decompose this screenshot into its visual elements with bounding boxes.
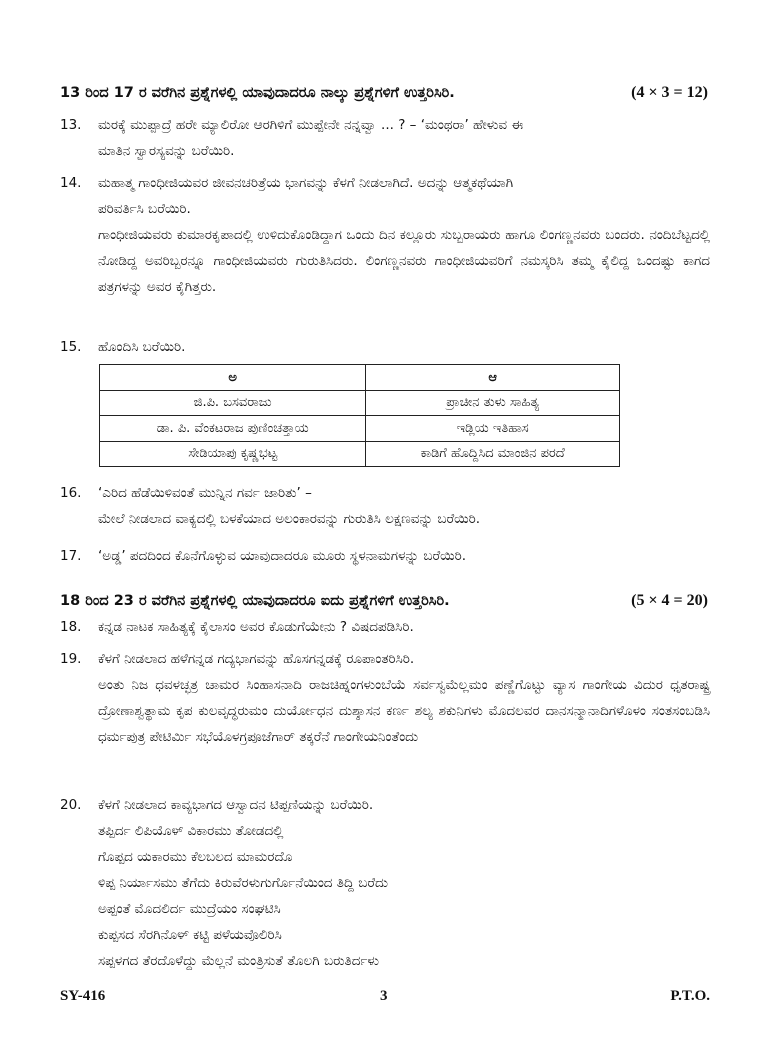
table-cell: ಸೇಡಿಯಾಪು ಕೃಷ್ಣಭಟ್ಟ xyxy=(100,441,366,467)
question-text: ‘ಎರಿದ ಹೆಡೆಯಿಳಿವಂತೆ ಮುನ್ನಿನ ಗರ್ವ ಜಾರಿತು’ – xyxy=(98,485,312,501)
question-number: 20. xyxy=(60,797,82,813)
question-text: ಕೆಳಗೆ ನೀಡಲಾದ ಹಳೆಗನ್ನಡ ಗದ್ಯಭಾಗವನ್ನು ಹೊಸಗನ್ನಡಕ್ಕೆ ರೂಪಾಂತರಿಸಿರಿ. xyxy=(98,651,415,667)
question-number: 16. xyxy=(60,485,82,501)
question-number: 19. xyxy=(60,651,82,667)
question-text: ಮಹಾತ್ಮ ಗಾಂಧೀಜಿಯವರ ಜೀವನಚರಿತ್ರೆಯ ಭಾಗವನ್ನು ಕೆಳಗೆ ನೀಡಲಾಗಿದೆ. ಅದನ್ನು ಆತ್ಮಕಥೆಯಾಗಿ xyxy=(98,175,514,191)
question-18 xyxy=(60,614,710,640)
question-number: 15. xyxy=(60,339,82,355)
question-text: ಕೆಳಗೆ ನೀಡಲಾದ ಕಾವ್ಯಭಾಗದ ಆಸ್ವಾದನ ಟಿಪ್ಪಣಿಯನ್ನು ಬರೆಯಿರಿ. xyxy=(98,797,374,813)
poem-line: ಗೊಪ್ಪದ ಯಕಾರಮು ಕೆಲಬಲದ ಮಾಮರದೊ xyxy=(98,849,293,865)
column-a-header: ಅ xyxy=(100,365,366,391)
table-row xyxy=(100,441,620,467)
question-14 xyxy=(60,170,710,300)
table-cell: ಡಾ. ಪಿ. ವೆಂಕಟರಾಜ ಪುಣಿಂಚತ್ತಾಯ xyxy=(100,416,366,442)
section-b-instruction: 18 ರಿಂದ 23 ರ ವರೆಗಿನ ಪ್ರಶ್ನೆಗಳಲ್ಲಿ ಯಾವುದಾದರೂ ಐದು ಪ್ರಶ್ನೆಗಳಿಗೆ ಉತ್ತರಿಸಿರಿ. xyxy=(60,593,450,609)
table-cell: ಕಾಡಿಗೆ ಹೊದ್ದಿಸಿದ ಮಾಂಜಿನ ಪರದೆ xyxy=(366,441,620,467)
section-b-marks: (5 × 4 = 20) xyxy=(631,592,708,609)
question-number: 17. xyxy=(60,548,82,564)
section-a-instruction: 13 ರಿಂದ 17 ರ ವರೆಗಿನ ಪ್ರಶ್ನೆಗಳಲ್ಲಿ ಯಾವುದಾದರೂ ನಾಲ್ಕು ಪ್ರಶ್ನೆಗಳಿಗೆ ಉತ್ತರಿಸಿರಿ. xyxy=(60,85,455,101)
question-number: 14. xyxy=(60,175,82,191)
poem-line: ತಪ್ಪಿರ್ದ ಲಿಪಿಯೊಳ್ ವಿಕಾರಮು ತೋಡದಲ್ಲಿ xyxy=(98,823,284,839)
question-text: ಮೇಲೆ ನೀಡಲಾದ ವಾಕ್ಯದಲ್ಲಿ ಬಳಕೆಯಾದ ಅಲಂಕಾರವನ್ನು ಗುರುತಿಸಿ ಲಕ್ಷಣವನ್ನು ಬರೆಯಿರಿ. xyxy=(98,511,481,527)
poem-line: ಅಪ್ಪಂತೆ ಮೊದಲಿರ್ದ ಮುದ್ರೆಯಂ ಸಂಘಟಿಸಿ xyxy=(98,901,281,917)
question-text: ಹೊಂದಿಸಿ ಬರೆಯಿರಿ. xyxy=(98,339,186,355)
question-19 xyxy=(60,646,710,750)
question-17 xyxy=(60,543,710,569)
poem-line: ಳಿಪ್ಪ ನಿರ್ಯಾಸಮು ತೆಗೆದು ಕಿರುವೆರಳುಗುರ್ಗೊನೆಯಿಂದ ತಿದ್ದಿ ಬರೆದು xyxy=(98,875,389,891)
table-row xyxy=(100,390,620,416)
question-text: ಮಾತಿನ ಸ್ವಾರಸ್ಯವನ್ನು ಬರೆಯಿರಿ. xyxy=(98,143,235,159)
section-a-heading xyxy=(60,84,708,102)
question-text: ಪರಿವರ್ತಿಸಿ ಬರೆಯಿರಿ. xyxy=(98,201,191,217)
passage: ಅಂತು ನಿಜ ಧವಳಚ್ಛತ್ರ ಚಾಮರ ಸಿಂಹಾಸನಾದಿ ರಾಜಚಿಹ್ನಂಗಳುಂಬೆಯೆ ಸರ್ವಸ್ವಮೆಲ್ಲಮಂ ಪಣ್ಣೆಗೊಟ್ಟು ವ್ಯಾಸ ಗಾಂಗೇಯ ವಿದುರ ಧೃತರಾಷ್ಟ್ರ ದ್ರೋಣಾಶ್ವತ್ಥಾಮ ಕೃಪ ಕುಲವೃದ್ಧರುಮಂ ದುರ್ಯೋಧನ ದುಶ್ಶಾಸನ ಕರ್ಣ ಶಲ್ಯ ಶಕುನಿಗಳು ಮೊದಲವರ ದಾನಸನ್ಮಾನಾದಿಗಳೊಳಂ ಸಂತಸಂಬಡಿಸಿ ಧರ್ಮಪುತ್ರ ಪೇಟಿರ್ಮಿ ಸಭೆಯೊಳಗ್ರಪೂಜೆಗಾರ್ ತಕ್ಕರೆನೆ ಗಾಂಗೇಯನಿಂತೆಂದು xyxy=(98,677,710,745)
page-footer xyxy=(60,988,710,1008)
poem xyxy=(98,818,710,974)
table-cell: ಪ್ರಾಚೀನ ತುಳು ಸಾಹಿತ್ಯ xyxy=(366,390,620,416)
column-b-header: ಆ xyxy=(366,365,620,391)
match-table xyxy=(99,364,620,467)
table-header-row xyxy=(100,365,620,391)
question-13 xyxy=(60,112,710,164)
section-a-marks: (4 × 3 = 12) xyxy=(631,84,708,101)
page-number: 3 xyxy=(380,988,388,1004)
question-number: 18. xyxy=(60,619,82,635)
question-15 xyxy=(60,334,710,360)
table-row xyxy=(100,416,620,442)
section-b-heading xyxy=(60,592,708,610)
poem-line: ಕುಪ್ಪಸದ ಸೆರಗಿನೊಳ್ ಕಟ್ಟಿ ಪಳೆಯವೊಲಿರಿಸಿ xyxy=(98,927,282,943)
poem-line: ಸಪ್ಪಳಗದ ತೆರದೊಳೆದ್ದು ಮೆಲ್ಲನೆ ಮಂತ್ರಿಸುತೆ ತೊಲಗಿ ಬರುತಿರ್ದಳು xyxy=(98,953,380,969)
table-cell: ಜಿ.ಪಿ. ಬಸವರಾಜು xyxy=(100,390,366,416)
question-16 xyxy=(60,480,710,532)
table-cell: ಇಡ್ಲಿಯ ಇತಿಹಾಸ xyxy=(366,416,620,442)
please-turn-over: P.T.O. xyxy=(670,988,710,1004)
question-text: ‘ಅಡ್ಡ’ ಪದದಿಂದ ಕೊನೆಗೊಳ್ಳುವ ಯಾವುದಾದರೂ ಮೂರು ಸ್ಥಳನಾಮಗಳನ್ನು ಬರೆಯಿರಿ. xyxy=(98,548,467,564)
paper-code: SY-416 xyxy=(60,988,106,1004)
passage: ಗಾಂಧೀಜಿಯವರು ಕುಮಾರಕೃಪಾದಲ್ಲಿ ಉಳಿದುಕೊಂಡಿದ್ದಾಗ ಒಂದು ದಿನ ಕಲ್ಲೂರು ಸುಬ್ಬರಾಯರು ಹಾಗೂ ಲಿಂಗಣ್ಣನವರು ಬಂದರು. ನಂದಿಬೆಟ್ಟದಲ್ಲಿ ನೋಡಿದ್ದ ಅವರಿಬ್ಬರನ್ನೂ ಗಾಂಧೀಜಿಯವರು ಗುರುತಿಸಿದರು. ಲಿಂಗಣ್ಣನವರು ಗಾಂಧೀಜಿಯವರಿಗೆ ನಮಸ್ಕರಿಸಿ ತಮ್ಮ ಕೈಲಿದ್ದ ಒಂದಷ್ಟು ಕಾಗದ ಪತ್ರಗಳನ್ನು ಅವರ ಕೈಗಿತ್ತರು. xyxy=(98,227,710,295)
question-text: ಮರಕ್ಕೆ ಮುಪ್ಪಾದ್ರೆ ಹರೇ ಮ್ಯಾಲಿರೋ ಆರಗಿಳಿಗೆ ಮುಪ್ಪೇನೇ ನನ್ನವ್ವಾ ... ? – ‘ಮಂಥರಾ’ ಹೇಳುವ ಈ xyxy=(98,117,524,133)
question-20 xyxy=(60,792,710,974)
question-number: 13. xyxy=(60,117,82,133)
question-text: ಕನ್ನಡ ನಾಟಕ ಸಾಹಿತ್ಯಕ್ಕೆ ಕೈಲಾಸಂ ಅವರ ಕೊಡುಗೆಯೇನು ? ವಿಷದಪಡಿಸಿರಿ. xyxy=(98,619,414,635)
